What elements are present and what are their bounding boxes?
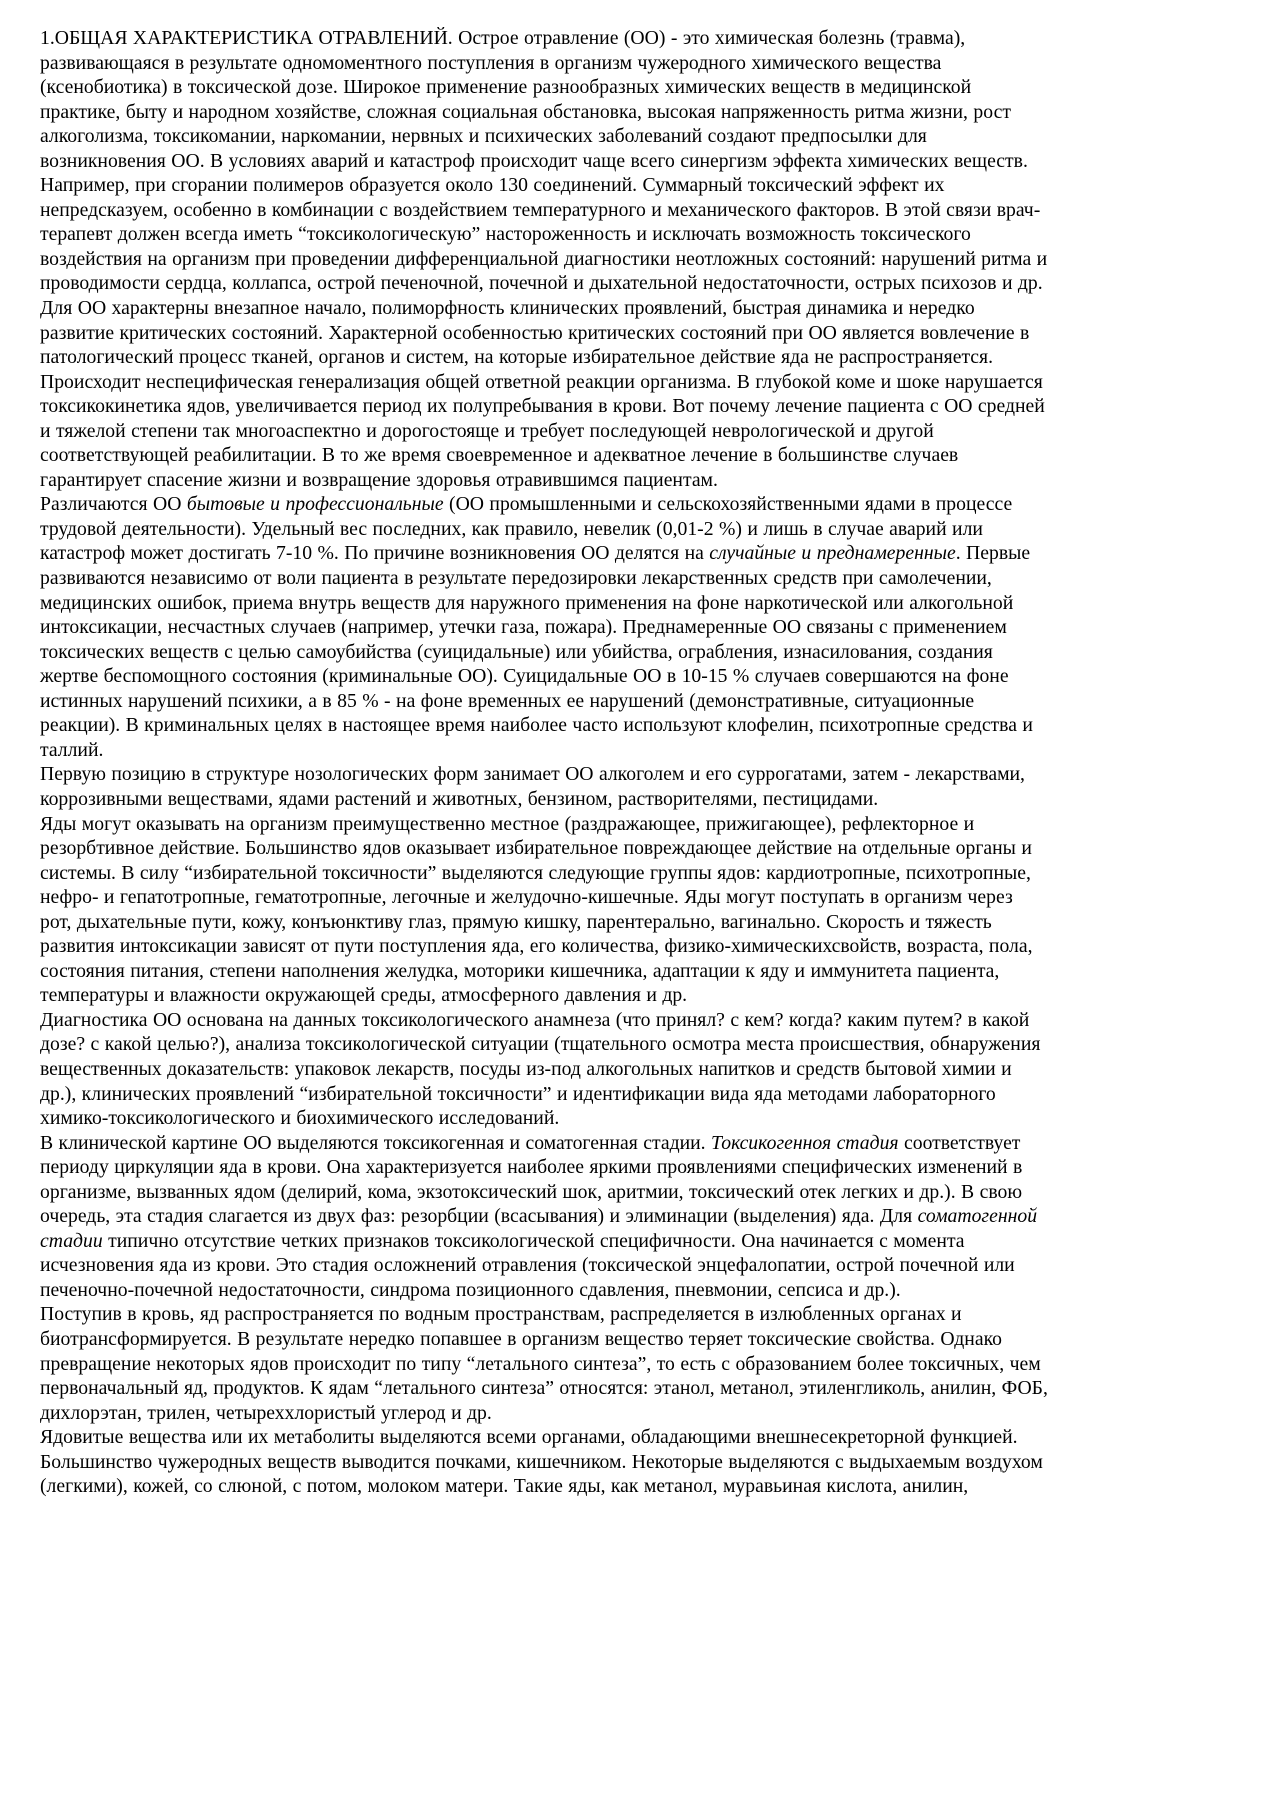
text-run: типично отсутствие четких признаков токсикологической специфичности. Она начинается с момента исчезновения яда из крови. Это стадия осложнений отравления (токсической энцефалопатии, острой почечной или печеночно-почечной недостаточности, синдрома позиционного сдавления, пневмонии, сепсиса и др.).: [40, 1229, 1015, 1301]
text-run: (ОО промышленными и сельскохозяйственными ядами в процессе трудовой деятельности). Удельный вес последних, как правило, невелик (0,01-2 %) и лишь в случае аварий или катастроф может достигать 7-10 %. По причине возникновения ОО делятся на: [40, 493, 1013, 565]
italic-text-run: случайные и преднамеренные: [709, 542, 956, 565]
text-run: Яды могут оказывать на организм преимущественно местное (раздражающее, прижигающее), рефлекторное и резорбтивное действие. Большинство ядов оказывает избирательное повреждающее действие на отдельные органы и системы. В силу “избирательной токсичности” выделяются следующие группы ядов: кардиотропные, психотропные, нефро- и гепатотропные, гематотропные, легочные и желудочно-кишечные. Яды могут поступать в организм через рот, дыхательные пути, кожу, конъюнктиву глаз, прямую кишку, парентерально, вагинально. Скорость и тяжесть развития интоксикации зависят от пути поступления яда, его количества, физико-химическихсвойств, возраста, пола, состояния питания, степени наполнения желудка, моторики кишечника, адаптации к яду и иммунитета пациента, температуры и влажности окружающей среды, атмосферного давления и др.: [40, 812, 1033, 1007]
paragraph: [40, 1008, 1048, 1131]
paragraph: [40, 26, 1048, 492]
text-run: соответствует периоду циркуляции яда в крови. Она характеризуется наиболее яркими проявлениями специфических изменений в организме, вызванных ядом (делирий, кома, экзотоксический шок, аритмии, токсический отек легких и др.). В свою очередь, эта стадия слагается из двух фаз: резорбции (всасывания) и элиминации (выделения) яда. Для: [40, 1131, 1023, 1228]
document-text: [40, 26, 1048, 1499]
italic-text-run: Токсикогенноя стадия: [711, 1131, 899, 1154]
text-run: В клинической картине ОО выделяются токсикогенная и соматогенная стадии.: [40, 1131, 712, 1154]
italic-text-run: соматогенной стадии: [40, 1205, 1038, 1252]
paragraph: [40, 492, 1048, 762]
paragraph: [40, 762, 1048, 811]
text-run: Различаются ОО: [40, 493, 187, 516]
text-run: Ядовитые вещества или их метаболиты выделяются всеми органами, обладающими внешнесекреторной функцией. Большинство чужеродных веществ выводится почками, кишечником. Некоторые выделяются с выдыхаемым воздухом (легкими), кожей, со слюной, с потом, молоком матери. Такие яды, как метанол, муравьиная кислота, анилин,: [40, 1426, 1043, 1498]
italic-text-run: бытовые и профессиональные: [186, 493, 444, 516]
paragraph: [40, 1302, 1048, 1425]
text-run: . Первые развиваются независимо от воли пациента в результате передозировки лекарственных средств при самолечении, медицинских ошибок, приема внутрь веществ для наружного применения на фоне наркотической или алкогольной интоксикации, несчастных случаев (например, утечки газа, пожара). Преднамеренные ОО связаны с применением токсических веществ с целью самоубийства (суицидальные) или убийства, ограбления, изнасилования, создания жертве беспомощного состояния (криминальные ОО). Суицидальные ОО в 10-15 % случаев совершаются на фоне истинных нарушений психики, а в 85 % - на фоне временных ее нарушений (демонстративные, ситуационные реакции). В криминальных целях в настоящее время наиболее часто используют клофелин, психотропные средства и таллий.: [40, 542, 1033, 761]
text-run: Поступив в кровь, яд распространяется по водным пространствам, распределяется в излюбленных органах и биотрансформируется. В результате нередко попавшее в организм вещество теряет токсические свойства. Однако превращение некоторых ядов происходит по типу “летального синтеза”, то есть с образованием более токсичных, чем первоначальный яд, продуктов. К ядам “летального синтеза” относятся: этанол, метанол, этиленгликоль, анилин, ФОБ, дихлорэтан, трилен, четыреххлористый углерод и др.: [40, 1303, 1048, 1424]
text-run: Первую позицию в структуре нозологических форм занимает ОО алкоголем и его суррогатами, затем - лекарствами, коррозивными веществами, ядами растений и животных, бензином, растворителями, пестицидами.: [40, 763, 1025, 810]
text-run: Диагностика ОО основана на данных токсикологического анамнеза (что принял? с кем? когда? каким путем? в какой дозе? с какой целью?), анализа токсикологической ситуации (тщательного осмотра места происшествия, обнаружения вещественных доказательств: упаковок лекарств, посуды из-под алкогольных напитков и средств бытовой химии и др.), клинических проявлений “избирательной токсичности” и идентификации вида яда методами лабораторного химико-токсикологического и биохимического исследований.: [40, 1008, 1041, 1130]
paragraph: [40, 1425, 1048, 1499]
text-run: 1.ОБЩАЯ ХАРАКТЕРИСТИКА ОТРАВЛЕНИЙ. Острое отравление (ОО) - это химическая болезнь (травма), развивающаяся в результате одномоментного поступления в организм чужеродного химического вещества (ксенобиотика) в токсической дозе. Широкое применение разнообразных химических веществ в медицинской практике, быту и народном хозяйстве, сложная социальная обстановка, высокая напряженность ритма жизни, рост алкоголизма, токсикомании, наркомании, нервных и психических заболеваний создают предпосылки для возникновения ОО. В условиях аварий и катастроф происходит чаще всего синергизм эффекта химических веществ. Например, при сгорании полимеров образуется около 130 соединений. Суммарный токсический эффект их непредсказуем, особенно в комбинации с воздействием температурного и механического факторов. В этой связи врач-терапевт должен всегда иметь “токсикологическую” настороженность и исключать возможность токсического воздействия на организм при проведении дифференциальной диагностики неотложных состояний: нарушений ритма и проводимости сердца, коллапса, острой печеночной, почечной и дыхательной недостаточности, острых психозов и др. Для ОО характерны внезапное начало, полиморфность клинических проявлений, быстрая динамика и нередко развитие критических состояний. Характерной особенностью критических состояний при ОО является вовлечение в патологический процесс тканей, органов и систем, на которые избирательное действие яда не распространяется. Происходит неспецифическая генерализация общей ответной реакции организма. В глубокой коме и шоке нарушается токсикокинетика ядов, увеличивается период их полупребывания в крови. Вот почему лечение пациента с ОО средней и тяжелой степени так многоаспектно и дорогостояще и требует последующей неврологической и другой соответствующей реабилитации. В то же время своевременное и адекватное лечение в большинстве случаев гарантирует спасение жизни и возвращение здоровья отравившимся пациентам.: [40, 27, 1048, 491]
paragraph: [40, 812, 1048, 1008]
paragraph: [40, 1131, 1048, 1303]
